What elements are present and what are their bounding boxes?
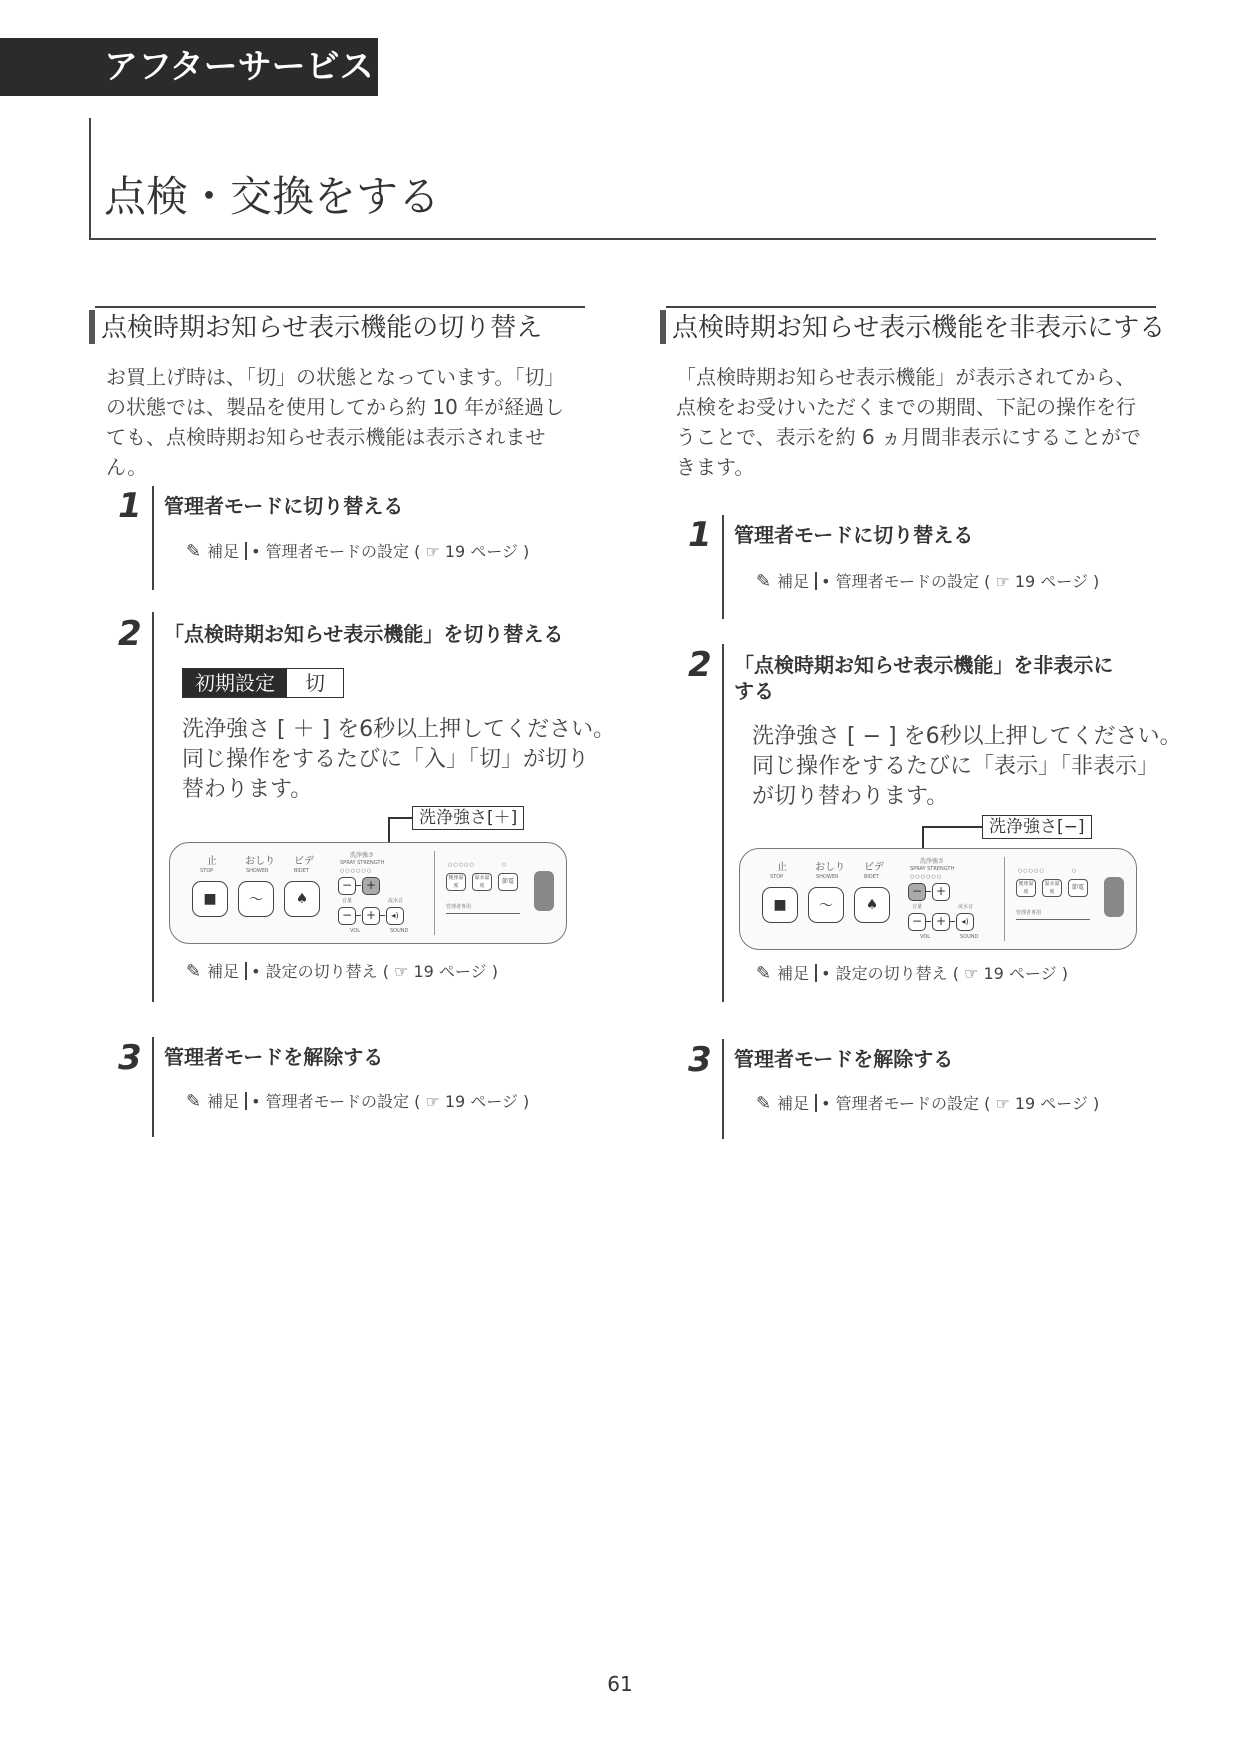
power-dot: ○: [1072, 868, 1077, 874]
remote-control-panel: [169, 842, 567, 944]
bidet-icon: ♠: [295, 891, 309, 907]
initial-setting-value: 切: [305, 671, 325, 695]
pressure-plus-button[interactable]: +: [932, 883, 950, 901]
step-title-line: する: [734, 679, 774, 703]
flush-sound-en: SOUND: [390, 928, 409, 934]
flush-sound-en: SOUND: [960, 934, 979, 940]
flush-sound-label: 流水音: [958, 904, 974, 910]
volume-label: 音量: [342, 898, 353, 904]
note-separator: [245, 542, 247, 560]
heading-bar: [660, 310, 666, 344]
stop-en: STOP: [200, 868, 214, 874]
heading-bar: [89, 310, 95, 344]
stop-en: STOP: [770, 874, 784, 880]
left-intro: [106, 362, 586, 482]
step-rule: [152, 612, 154, 1002]
admin-underline: [446, 913, 520, 914]
step-rule: [152, 486, 154, 590]
bidet-button[interactable]: [284, 881, 320, 917]
section-tab: アフターサービス: [0, 38, 378, 96]
right-intro-line: うことで、表示を約 6 ヵ月間非表示にすることがで: [676, 425, 1142, 449]
callout-leader: [922, 826, 982, 828]
note-label: 補足: [207, 542, 240, 561]
button-dash: [355, 915, 361, 916]
step-body-line: 洗浄強さ [ ＋ ] を6秒以上押してください。: [182, 717, 616, 742]
step-title: 管理者モードを解除する: [164, 1045, 384, 1069]
note-separator: [815, 964, 817, 982]
step-body-line: 同じ操作をするたびに「入」「切」が切り: [182, 747, 590, 772]
stop-label: 止: [777, 862, 787, 873]
step-rule: [152, 1037, 154, 1137]
step-title: 管理者モードに切り替える: [734, 523, 974, 547]
button-dash: [949, 921, 955, 922]
pressure-en: SPRAY STRENGTH: [340, 860, 385, 866]
heading-rule: [666, 306, 1156, 308]
button-dash: [379, 915, 385, 916]
pressure-minus-callout: 洗浄強さ[−]: [982, 815, 1092, 839]
step-body: [182, 715, 616, 805]
volume-plus-button[interactable]: +: [362, 907, 380, 925]
button-dash: [925, 921, 931, 922]
button-dash: [355, 885, 361, 886]
shower-button[interactable]: [808, 887, 844, 923]
pressure-dots: ○○○○○○: [910, 874, 943, 880]
right-section-heading: [660, 306, 1166, 346]
left-heading-text: 点検時期お知らせ表示機能の切り替え: [101, 313, 543, 343]
supplement-note: [186, 542, 529, 562]
supplement-note: [756, 1094, 1099, 1114]
note-label: 補足: [777, 1094, 810, 1113]
shower-en: SHOWER: [816, 874, 839, 880]
step-number: 1: [118, 486, 142, 526]
panel-divider: [1004, 857, 1005, 941]
note-link[interactable]: • 設定の切り替え ( ☞ 19 ページ ): [821, 964, 1068, 983]
pressure-minus-button[interactable]: −: [908, 883, 926, 901]
step-body: [752, 722, 1182, 812]
bidet-button[interactable]: [854, 887, 890, 923]
step-rule: [722, 1039, 724, 1139]
callout-leader: [388, 817, 412, 819]
pencil-icon: ✎: [756, 571, 772, 592]
stop-square-icon: ■: [773, 897, 787, 913]
note-label: 補足: [777, 964, 810, 983]
heading-rule: [95, 306, 585, 308]
step-title: 管理者モードに切り替える: [164, 494, 404, 518]
supplement-note: [186, 962, 498, 982]
shower-label: おしり: [815, 862, 845, 873]
note-label: 補足: [207, 962, 240, 981]
step-body-line: 同じ操作をするたびに「表示」「非表示」: [752, 754, 1160, 779]
shower-icon: 〜: [819, 898, 833, 914]
step-body-line: が切り替わります。: [752, 784, 949, 809]
pressure-plus-button[interactable]: +: [362, 877, 380, 895]
power-save-button[interactable]: 節電: [498, 873, 518, 891]
power-dot: ○: [502, 862, 507, 868]
flush-sound-button[interactable]: ◂): [386, 907, 404, 925]
admin-label: 管理者専用: [1016, 910, 1042, 916]
pressure-plus-callout: 洗浄強さ[＋]: [412, 806, 524, 830]
pencil-icon: ✎: [186, 961, 202, 982]
note-link[interactable]: • 管理者モードの設定 ( ☞ 19 ページ ): [251, 1092, 530, 1111]
volume-en: VOL: [350, 928, 361, 934]
bidet-icon: ♠: [865, 897, 879, 913]
supplement-note: [756, 572, 1099, 592]
left-section-heading: [89, 306, 585, 346]
page-number: 61: [607, 1672, 633, 1696]
note-link[interactable]: • 管理者モードの設定 ( ☞ 19 ページ ): [821, 1094, 1100, 1113]
seat-temp-button[interactable]: 便座温度: [446, 873, 466, 891]
left-intro-line: ても、点検時期お知らせ表示機能は表示されません。: [106, 425, 546, 479]
step-body-line: 洗浄強さ [ − ] を6秒以上押してください。: [752, 724, 1182, 749]
note-separator: [815, 572, 817, 590]
pressure-minus-button[interactable]: −: [338, 877, 356, 895]
note-separator: [245, 1092, 247, 1110]
initial-setting-label: 初期設定: [183, 669, 287, 697]
step-number: 3: [118, 1038, 142, 1078]
panel-knob[interactable]: [534, 871, 554, 911]
flush-sound-button[interactable]: ◂): [956, 913, 974, 931]
button-dash: [925, 891, 931, 892]
note-separator: [245, 962, 247, 980]
supplement-note: [186, 1092, 529, 1112]
stop-button[interactable]: [762, 887, 798, 923]
water-temp-button[interactable]: 温水温度: [472, 873, 492, 891]
step-title: [734, 652, 1113, 704]
bidet-en: BIDET: [294, 868, 309, 874]
bidet-label: ビデ: [294, 856, 314, 867]
step-rule: [722, 515, 724, 619]
note-link[interactable]: • 管理者モードの設定 ( ☞ 19 ページ ): [251, 542, 530, 561]
supplement-note: [756, 964, 1068, 984]
pencil-icon: ✎: [756, 963, 772, 984]
note-link[interactable]: • 設定の切り替え ( ☞ 19 ページ ): [251, 962, 498, 981]
stop-label: 止: [207, 856, 217, 867]
panel-knob[interactable]: [1104, 877, 1124, 917]
step-number: 3: [688, 1040, 712, 1080]
volume-minus-button[interactable]: −: [338, 907, 356, 925]
shower-label: おしり: [245, 856, 275, 867]
pressure-en: SPRAY STRENGTH: [910, 866, 955, 872]
right-intro-line: 点検をお受けいただくまでの期間、下記の操作を行: [676, 395, 1136, 419]
right-heading-text: 点検時期お知らせ表示機能を非表示にする: [672, 313, 1166, 343]
seat-temp-button[interactable]: 便座温度: [1016, 879, 1036, 897]
level-dots: ○○○○○: [448, 862, 475, 868]
step-number: 2: [118, 614, 142, 654]
step-body-line: 替わります。: [182, 777, 313, 802]
bidet-label: ビデ: [864, 862, 884, 873]
left-intro-line: の状態では、製品を使用してから約 10 年が経過し: [106, 395, 565, 419]
title-horizontal-rule: [89, 238, 1156, 240]
volume-minus-button[interactable]: −: [908, 913, 926, 931]
pencil-icon: ✎: [186, 1091, 202, 1112]
initial-setting-box: [182, 668, 344, 698]
water-temp-button[interactable]: 温水温度: [1042, 879, 1062, 897]
page-title: 点検・交換をする: [104, 172, 441, 221]
remote-control-panel: [739, 848, 1137, 950]
pencil-icon: ✎: [756, 1093, 772, 1114]
step-number: 2: [688, 645, 712, 685]
step-title-line: 「点検時期お知らせ表示機能」を非表示に: [734, 653, 1114, 677]
volume-en: VOL: [920, 934, 931, 940]
pencil-icon: ✎: [186, 541, 202, 562]
left-intro-line: お買上げ時は、「切」の状態となっています。「切」: [106, 365, 565, 389]
stop-button[interactable]: [192, 881, 228, 917]
note-label: 補足: [207, 1092, 240, 1111]
step-number: 1: [688, 515, 712, 555]
right-intro-line: きます。: [676, 455, 755, 479]
right-intro-line: 「点検時期お知らせ表示機能」が表示されてから、: [676, 365, 1136, 389]
admin-underline: [1016, 919, 1090, 920]
pressure-dots: ○○○○○○: [340, 868, 373, 874]
panel-divider: [434, 851, 435, 935]
note-label: 補足: [777, 572, 810, 591]
step-title: 管理者モードを解除する: [734, 1047, 954, 1071]
step-rule: [722, 644, 724, 1002]
level-dots: ○○○○○: [1018, 868, 1045, 874]
step-title: 「点検時期お知らせ表示機能」を切り替える: [164, 622, 564, 646]
right-intro: [676, 362, 1156, 482]
volume-plus-button[interactable]: +: [932, 913, 950, 931]
title-vertical-rule: [89, 118, 91, 240]
bidet-en: BIDET: [864, 874, 879, 880]
shower-button[interactable]: [238, 881, 274, 917]
note-separator: [815, 1094, 817, 1112]
note-link[interactable]: • 管理者モードの設定 ( ☞ 19 ページ ): [821, 572, 1100, 591]
power-save-button[interactable]: 節電: [1068, 879, 1088, 897]
shower-icon: 〜: [249, 892, 263, 908]
admin-label: 管理者専用: [446, 904, 472, 910]
pressure-label: 洗浄強さ: [350, 852, 375, 859]
stop-square-icon: ■: [203, 891, 217, 907]
flush-sound-label: 流水音: [388, 898, 404, 904]
pressure-label: 洗浄強さ: [920, 858, 945, 865]
volume-label: 音量: [912, 904, 923, 910]
shower-en: SHOWER: [246, 868, 269, 874]
